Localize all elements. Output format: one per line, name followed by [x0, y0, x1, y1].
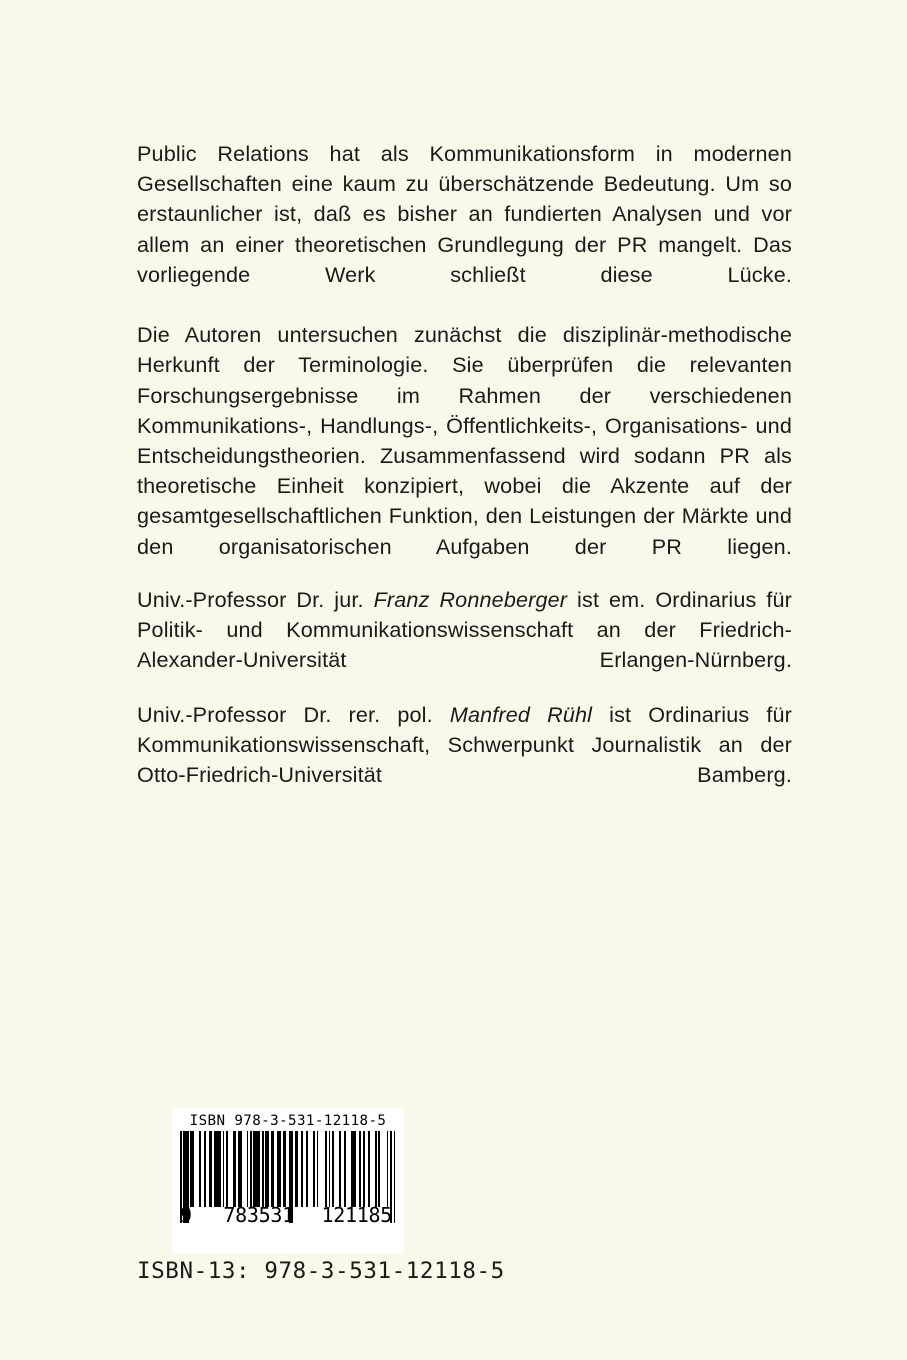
barcode-digit-group-2: 783531 [223, 1203, 294, 1227]
blurb-section [137, 139, 792, 592]
author-bio-text [137, 700, 792, 821]
isbn13-label: ISBN-13: 978-3-531-12118-5 [137, 1258, 505, 1284]
barcode-digits [172, 1203, 404, 1227]
barcode-isbn-caption: ISBN 978-3-531-12118-5 [189, 1113, 387, 1129]
blurb-paragraph-2: Die Autoren untersuchen zunächst die disziplinär-methodische Herkunft der Terminologie. Sie überprüfen die relevanten Forschungsergebnisse im Rahmen der verschiedenen Kommunikations-, Handlungs-, Öffentlichkeits-, Organisations- und Entscheidungstheorien. Zusammenfassend wird sodann PR als theoretische Einheit konzipiert, wobei die Akzente auf der gesamtgesellschaftlichen Funktion, den Leistungen der Märkte und den organisatorischen Aufgaben der PR liegen. [137, 322, 792, 559]
author-bio-prefix: Univ.-Professor Dr. jur. [137, 587, 374, 612]
author-bio-suffix: ist Ordinarius für Kommunikationswissenschaft, Schwerpunkt Journalistik an der Otto-Friedrich-Universität Bamberg. [137, 702, 793, 788]
author-name: Franz Ronneberger [373, 587, 568, 612]
blurb-paragraph-1: Public Relations hat als Kommunikationsform in modernen Gesellschaften eine kaum zu überschätzende Bedeutung. Um so erstaunlicher ist, daß es bisher an fundierten Analysen und vor allem an einer theoretischen Grundlegung der PR mangelt. Das vorliegende Werk schließt diese Lücke. [137, 141, 792, 287]
author-name: Manfred Rühl [449, 702, 593, 727]
barcode-bars-wrapper [172, 1131, 404, 1227]
isbn-barcode [172, 1108, 404, 1253]
author-bio-suffix: ist em. Ordinarius für Politik- und Kommunikationswissenschaft an der Friedrich-Alexander-Universität Erlangen-Nürnberg. [137, 587, 792, 673]
author-bio-prefix: Univ.-Professor Dr. rer. pol. [137, 702, 450, 727]
barcode-digit-group-3: 121185 [321, 1203, 392, 1227]
barcode-digit-group-1: 9 [180, 1203, 192, 1227]
author-bio-text [137, 585, 792, 706]
author-bio-ruehl [137, 700, 792, 821]
author-bio-ronneberger [137, 585, 792, 706]
